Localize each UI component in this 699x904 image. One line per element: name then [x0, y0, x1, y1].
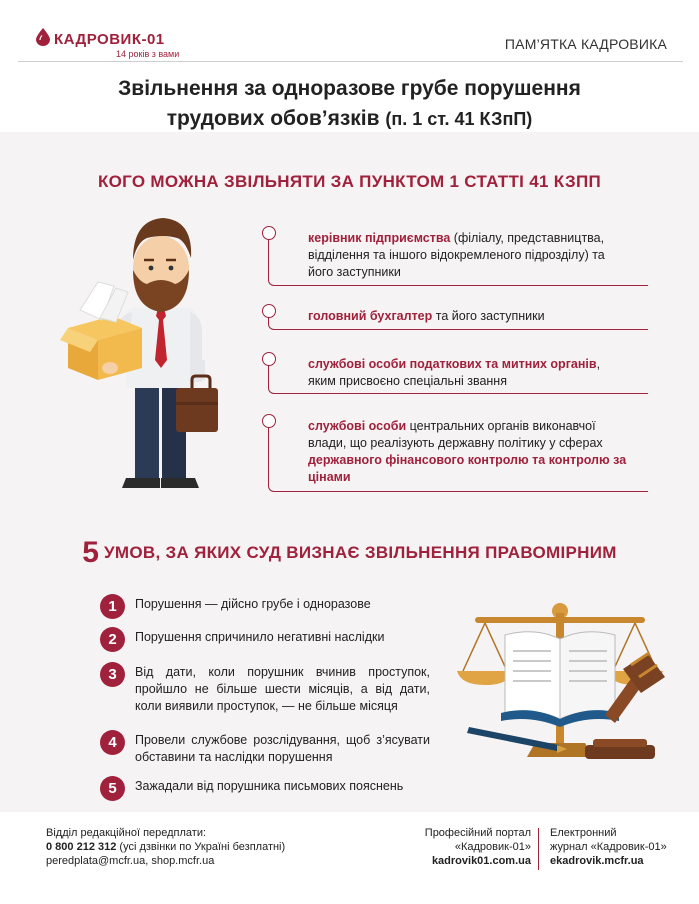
logo-name: КАДРОВИК-01	[54, 31, 165, 48]
footer-phone-note: (усі дзвінки по Україні безплатні)	[116, 841, 286, 853]
condition-number: 2	[100, 627, 125, 652]
footer-subscription-title: Відділ редакційної передплати:	[46, 827, 207, 839]
header	[18, 22, 683, 62]
criterion-text	[308, 356, 628, 390]
criterion-bullet-icon	[262, 226, 276, 240]
footer-phone-line	[46, 840, 285, 854]
footer	[0, 820, 699, 904]
condition-text: Зажадали від порушника письмових пояснень	[135, 779, 404, 793]
footer-portal-label: Професійний портал	[424, 827, 531, 839]
section-2-heading-text: УМОВ, ЗА ЯКИХ СУД ВИЗНАЄ ЗВІЛЬНЕННЯ ПРАВОМІРНИМ	[104, 543, 617, 562]
section-1-heading: КОГО МОЖНА ЗВІЛЬНЯТИ ЗА ПУНКТОМ 1 СТАТТІ 41 КЗПП	[97, 172, 602, 191]
condition-number: 3	[100, 662, 125, 687]
footer-portal	[425, 826, 531, 868]
criterion-bullet-icon	[262, 304, 276, 318]
condition-number: 1	[100, 594, 125, 619]
footer-emails[interactable]: peredplata@mcfr.ua, shop.mcfr.ua	[46, 855, 215, 867]
criterion-rest: (філіалу, представництва, відділення та іншого відокремленого підрозділу) та його заступники	[308, 231, 605, 279]
footer-portal-link[interactable]: kadrovik01.com.ua	[431, 855, 531, 867]
section-2-heading	[0, 536, 699, 570]
condition-text: Порушення — дійсно грубе і одноразове	[135, 597, 371, 611]
criterion-bullet-icon	[262, 352, 276, 366]
footer-divider	[538, 828, 539, 870]
page-title	[0, 74, 699, 134]
footer-phone[interactable]: 0 800 212 312	[46, 841, 117, 853]
criterion-rest: центральних органів виконавчої влади, що реалізують державну політику у сферах	[308, 419, 603, 450]
footer-subscription	[46, 826, 285, 868]
criterion-rest: , яким присвоєно спеціальні звання	[308, 357, 601, 388]
condition-text: Від дати, коли порушник вчинив проступок, пройшло не більше шести місяців, а від дати, коли виявили проступок, — не більше місяця	[135, 665, 430, 713]
criterion-text	[308, 418, 628, 486]
condition-number: 4	[100, 730, 125, 755]
section-2-number: 5	[82, 536, 100, 569]
condition-text: Порушення спричинило негативні наслідки	[135, 630, 385, 644]
title-line-1: Звільнення за одноразове грубе порушення	[118, 77, 581, 100]
footer-ejournal-link[interactable]: ekadrovik.mcfr.ua	[550, 855, 644, 867]
logo-tagline: 14 років з вами	[116, 49, 180, 59]
criterion-bullet-icon	[262, 414, 276, 428]
criterion-highlight: керівник підприємства	[308, 231, 451, 245]
criterion-text	[308, 308, 628, 325]
manager-illustration	[60, 210, 230, 495]
criterion-rest: та його заступники	[432, 309, 545, 323]
condition-text: Провели службове розслідування, щоб з’ясувати обставини та наслідки порушення	[135, 733, 430, 764]
footer-ejournal	[550, 826, 667, 868]
criterion-highlight-2: державного фінансового контролю та контролю за цінами	[308, 453, 627, 484]
footer-ejournal-name: журнал «Кадровик-01»	[550, 841, 667, 853]
criterion-text	[308, 230, 628, 281]
scales-of-justice-illustration	[455, 595, 675, 775]
title-legal-ref: (п. 1 ст. 41 КЗпП)	[385, 109, 533, 129]
title-line-2	[0, 104, 699, 134]
criterion-highlight: службові особи податкових та митних органів	[308, 357, 597, 371]
criterion-highlight: головний бухгалтер	[308, 309, 433, 323]
title-line-2-main: трудових обов’язків	[166, 107, 380, 130]
criterion-highlight: службові особи	[308, 419, 407, 433]
footer-ejournal-label: Електронний	[550, 827, 617, 839]
condition-number: 5	[100, 776, 125, 801]
section-label: ПАМ’ЯТКА КАДРОВИКА	[504, 36, 667, 52]
drop-icon	[36, 28, 50, 46]
footer-portal-name: «Кадровик-01»	[454, 841, 531, 853]
